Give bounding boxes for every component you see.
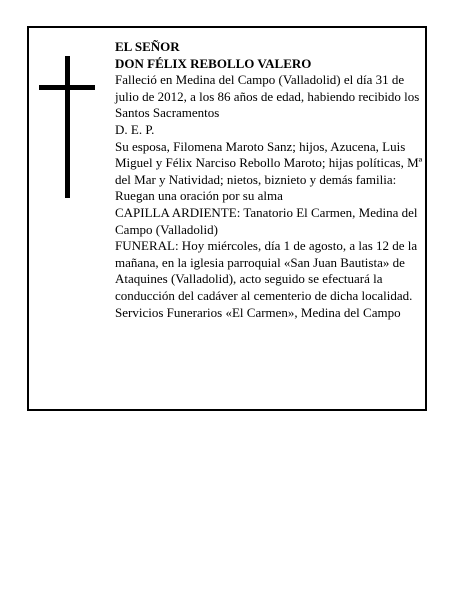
obituary-notice [27, 26, 427, 411]
family-list: Su esposa, Filomena Maroto Sanz; hijos, Azucena, Luis Miguel y Félix Narciso Rebollo Maroto; hijas políticas, Mª del Mar y Natividad; nietos, biznieto y demás familia: [115, 138, 423, 187]
chapel-info: CAPILLA ARDIENTE: Tanatorio El Carmen, Medina del Campo (Valladolid) [115, 204, 418, 237]
funeral-services: Servicios Funerarios «El Carmen», Medina del Campo [115, 304, 401, 320]
death-statement: Falleció en Medina del Campo (Valladolid) el día 31 de julio de 2012, a los 86 años de edad, habiendo recibido los Santos Sacramentos [115, 72, 420, 121]
funeral-info: FUNERAL: Hoy miércoles, día 1 de agosto, a las 12 de la mañana, en la iglesia parroquial «San Juan Bautista» de Ataquines (Valladolid), acto seguido se efectuará la conducción del cadáver al cementerio de dicha localidad. [115, 238, 418, 303]
deceased-name: DON FÉLIX REBOLLO VALERO [115, 55, 312, 71]
notice-body [115, 39, 425, 321]
deceased-title: EL SEÑOR [115, 39, 180, 54]
rest-in-peace: D. E. P. [115, 121, 155, 137]
prayer-request: Ruegan una oración por su alma [115, 188, 283, 204]
latin-cross-icon [39, 56, 95, 198]
cross-vertical-bar [65, 56, 70, 198]
cross-horizontal-bar [39, 85, 95, 90]
